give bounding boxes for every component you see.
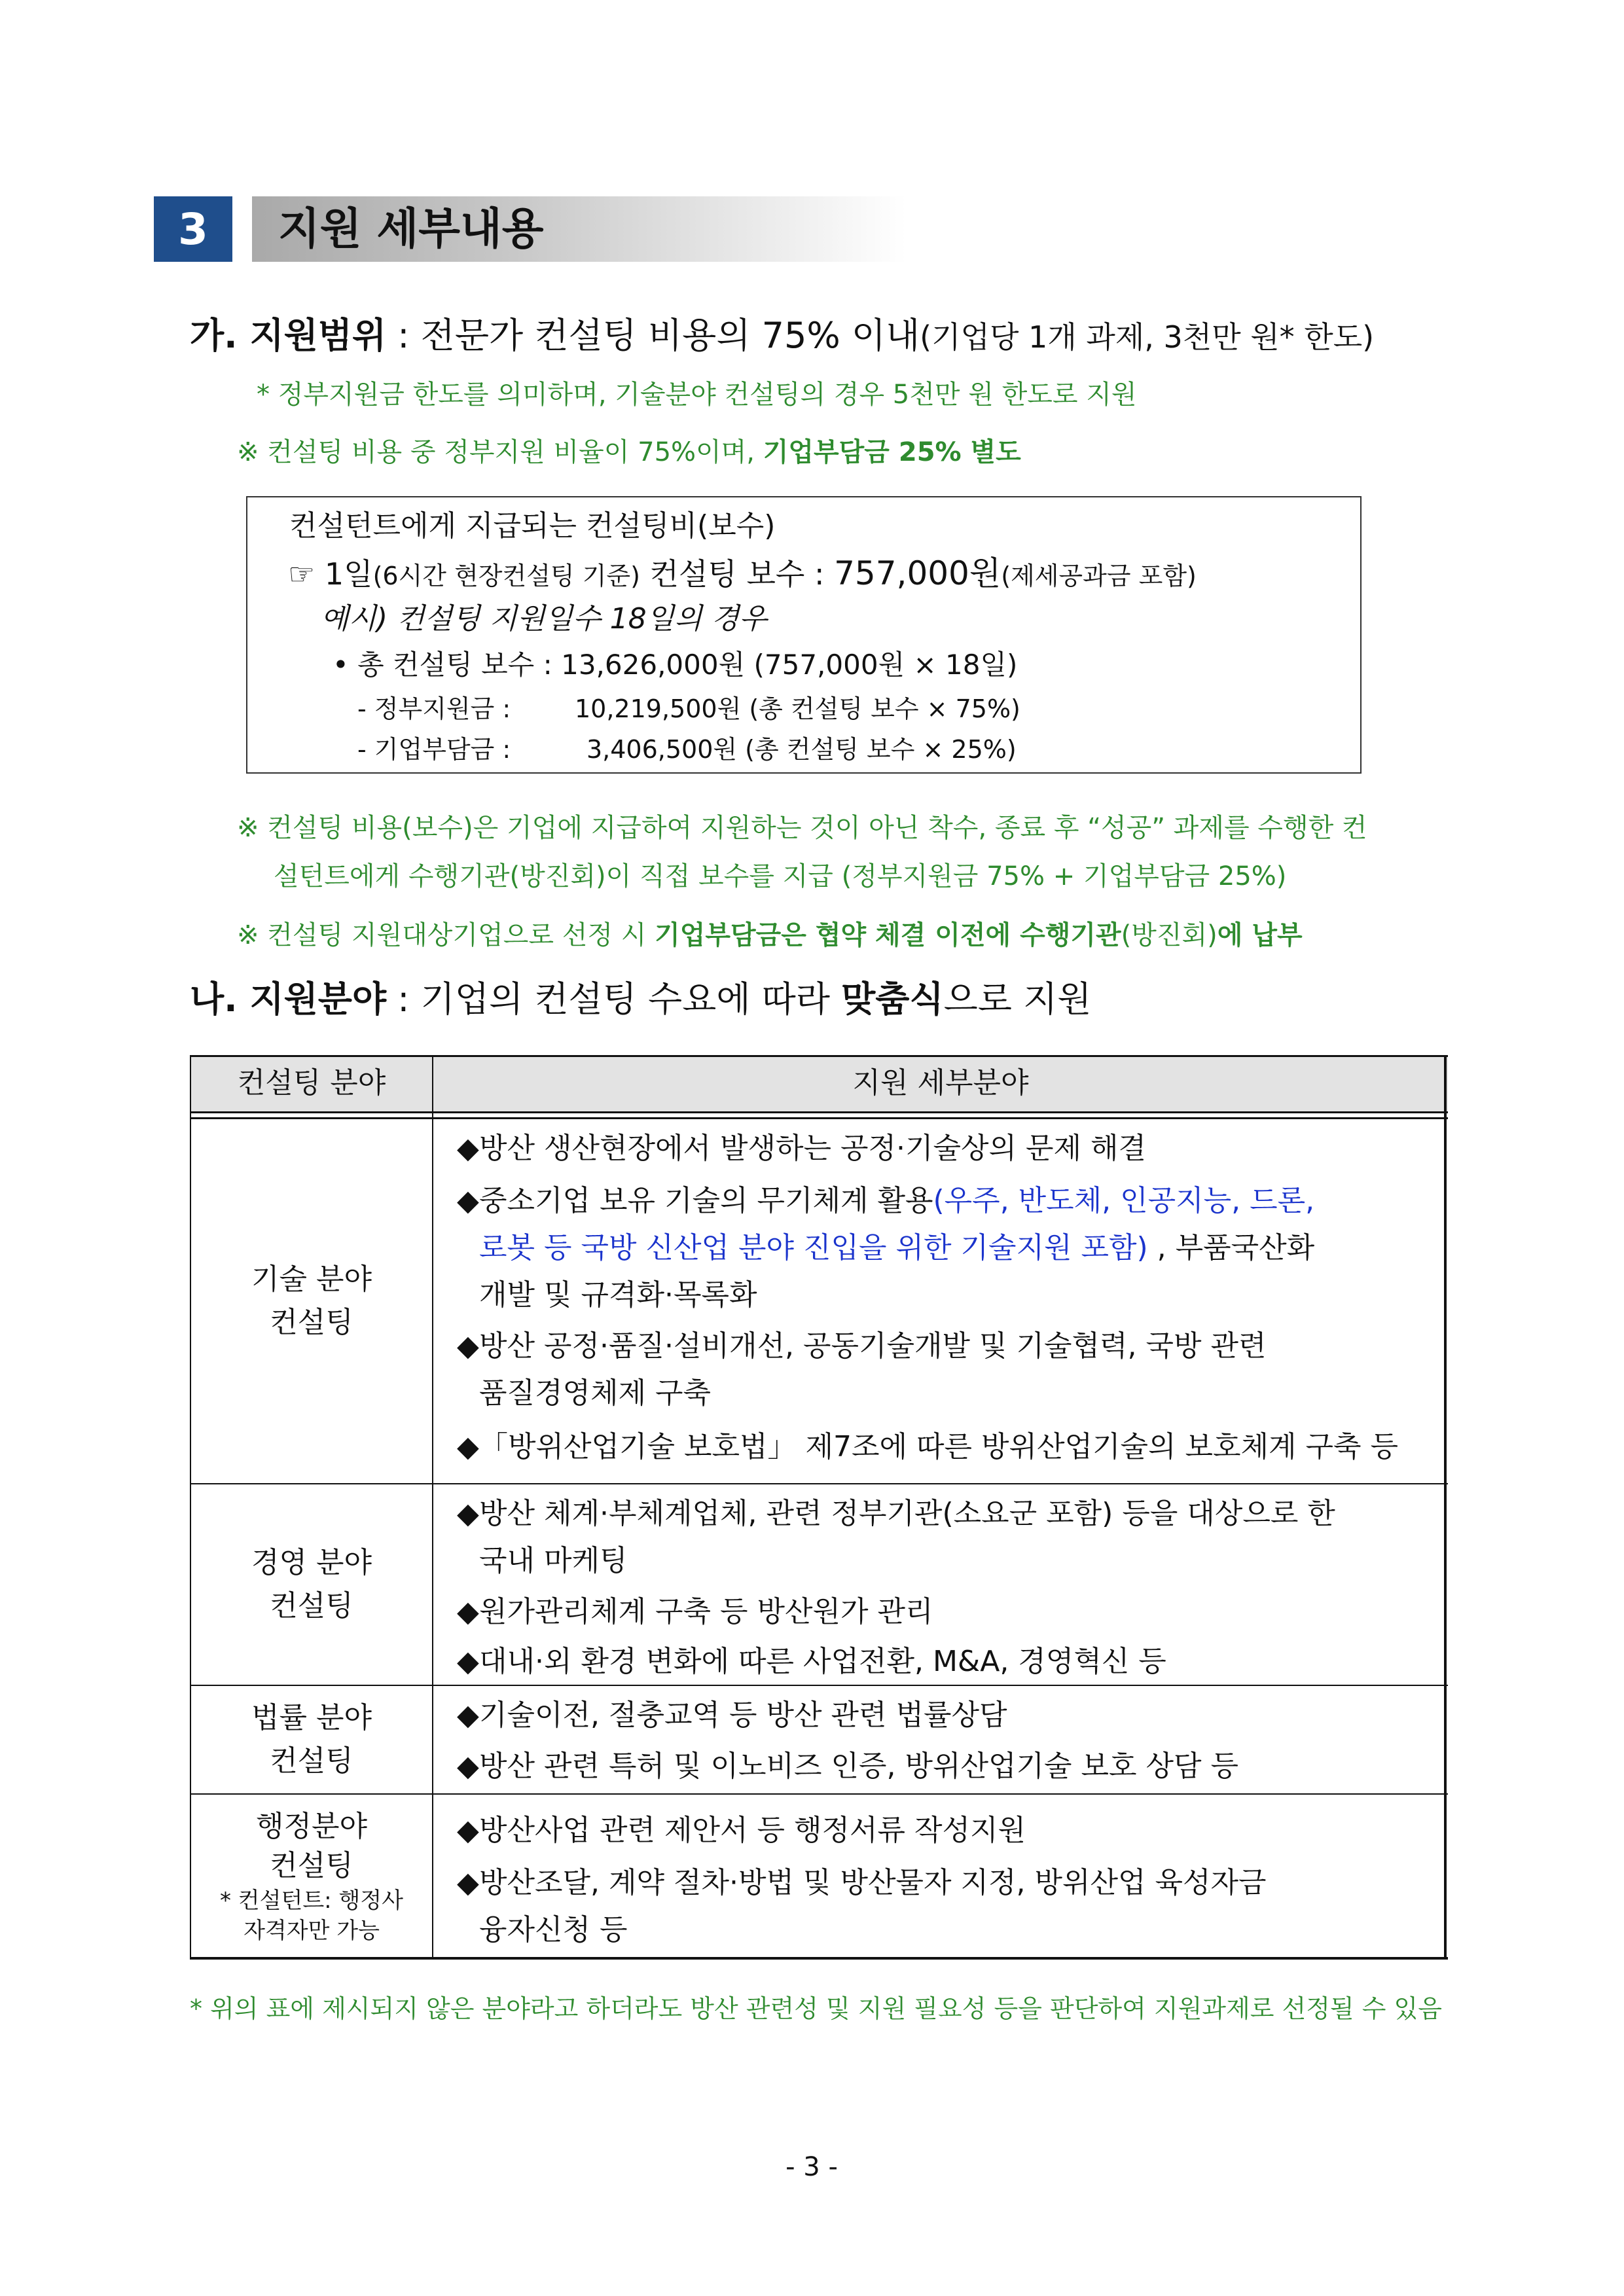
fee-gov-label: - 정부지원금 : [357,694,511,723]
scope-ratio-note [237,436,1021,469]
list-item [457,1809,1026,1852]
field-heading [190,977,1091,1022]
support-field-table [190,1055,1448,1961]
field-heading-text1: 기업의 컨설팅 수요에 따라 [420,978,842,1020]
fee-total: • 총 컨설팅 보수 : 13,626,000원 (757,000원 × 18일) [333,649,1018,681]
field-heading-bold: 맞춤식 [841,978,944,1020]
category-tech [190,1119,433,1483]
section-number-badge: 3 [154,196,232,262]
item-text: 방산 공정·품질·설비개선, 공동기술개발 및 기술협력, 국방 관련 [479,1329,1267,1363]
item-text: 기술이전, 절충교역 등 방산 관련 법률상담 [479,1698,1007,1732]
table-footnote: * 위의 표에 제시되지 않은 분야라고 하더라도 방산 관련성 및 지원 필요성 등을 판단하여 지원과제로 선정될 수 있음 [190,1994,1442,2023]
category-management-line2: 컨설팅 [270,1589,353,1623]
deposit-note [237,919,1303,952]
scope-ratio-text: ※ 컨설팅 비용 중 정부지원 비율이 75%이며, [237,437,763,467]
diamond-bullet-icon: ◆ [457,1866,479,1899]
field-heading-text2: 으로 지원 [943,978,1092,1020]
scope-ratio-bold: 기업부담금 25% 별도 [763,437,1021,467]
list-item [457,1426,1398,1469]
category-tech-line2: 컨설팅 [270,1306,353,1339]
scope-heading-text: 전문가 컨설팅 비용의 75% 이내 [420,315,920,356]
fee-rate-day: 1일 [324,556,373,592]
diamond-bullet-icon: ◆ [457,1329,479,1363]
list-item [457,1745,1238,1788]
diamond-bullet-icon: ◆ [457,1749,479,1783]
fee-rate-amount: 757,000원 [834,554,1001,592]
diamond-bullet-icon: ◆ [457,1698,479,1732]
list-item [457,1640,1166,1683]
item-text: 대내·외 환경 변화에 따른 사업전환, M&A, 경영혁신 등 [479,1645,1166,1678]
item-highlight: (우주, 반도체, 인공지능, 드론, [933,1184,1315,1217]
table-row-divider [190,1793,1448,1795]
fee-rate-label: 컨설팅 보수 : [640,556,835,592]
payment-note-line2: 설턴트에게 수행기관(방진회)이 직접 보수를 지급 (정부지원금 75% + 기업부담금 25%) [274,861,1287,891]
item-text: 방산사업 관련 제안서 등 행정서류 작성지원 [479,1814,1026,1847]
section-title: 지원 세부내용 [278,204,544,254]
fee-rate-basis: (6시간 현장컨설팅 기준) [372,562,640,590]
diamond-bullet-icon: ◆ [457,1497,479,1530]
table-border-top [190,1055,1448,1057]
scope-heading-prefix: 가. 지원범위 [190,315,387,356]
item-text: 방산 체계·부체계업체, 관련 정부기관(소요군 포함) 등을 대상으로 한 [479,1497,1335,1530]
item-text: 방산 관련 특허 및 이노비즈 인증, 방위산업기술 보호 상담 등 [479,1749,1238,1783]
deposit-note-mid: (방진회) [1121,920,1218,950]
consulting-fee-box [246,496,1362,774]
table-header-detail: 지원 세부분야 [852,1066,1029,1100]
list-item-continued: 품질경영체제 구축 [479,1376,712,1410]
fee-corp-value: 3,406,500원 (총 컨설팅 보수 × 25%) [586,735,1017,764]
list-item [457,1179,1314,1223]
list-item [457,1590,933,1634]
category-legal-line1: 법률 분야 [251,1701,372,1734]
scope-heading-limit: (기업당 1개 과제, 3천만 원* 한도) [920,319,1375,355]
category-admin-line1: 행정분야 [255,1810,367,1843]
fee-box-title: 컨설턴트에게 지급되는 컨설팅비(보수) [289,509,776,543]
list-item-continued [479,1227,1314,1270]
list-item [457,1325,1266,1368]
scope-heading [190,313,1374,360]
list-item-continued: 개발 및 규격화·목록화 [479,1278,757,1312]
scope-heading-colon: : [386,315,421,356]
category-tech-line1: 기술 분야 [251,1263,372,1296]
item-text: 방산 생산현장에서 발생하는 공정·기술상의 문제 해결 [479,1132,1147,1165]
table-border-bottom [190,1957,1448,1960]
diamond-bullet-icon: ◆ [457,1184,479,1217]
diamond-bullet-icon: ◆ [457,1814,479,1847]
deposit-note-text: ※ 컨설팅 지원대상기업으로 선정 시 [237,920,655,950]
fee-rate-line [288,552,1197,597]
category-management [190,1484,433,1685]
field-heading-prefix: 나. 지원분야 [190,978,387,1020]
item-text: 중소기업 보유 기술의 무기체계 활용 [479,1184,933,1217]
list-item-continued: 융자신청 등 [479,1913,628,1946]
table-border-header [190,1111,1448,1113]
deposit-note-bold2: 에 납부 [1217,920,1303,950]
fee-corp-label: - 기업부담금 : [357,735,511,764]
category-management-line1: 경영 분야 [251,1546,372,1579]
scope-limit-note: * 정부지원금 한도를 의미하며, 기술분야 컨설팅의 경우 5천만 원 한도로 지원 [257,380,1137,410]
list-item [457,1861,1266,1905]
diamond-bullet-icon: ◆ [457,1132,479,1165]
item-text: , 부품국산화 [1147,1231,1315,1265]
item-text: 원가관리체계 구축 등 방산원가 관리 [479,1595,933,1628]
list-item-continued: 국내 마케팅 [479,1544,628,1577]
item-text: 방산조달, 계약 절차·방법 및 방산물자 지정, 방위산업 육성자금 [479,1866,1267,1899]
fee-rate-tax: (제세공과금 포함) [1001,562,1197,590]
field-heading-colon: : [386,978,421,1020]
fee-gov-value: 10,219,500원 (총 컨설팅 보수 × 75%) [575,694,1020,723]
diamond-bullet-icon: ◆ [457,1430,479,1463]
list-item [457,1127,1146,1170]
category-admin [190,1796,433,1957]
item-highlight: 로봇 등 국방 신산업 분야 진입을 위한 기술지원 포함) [479,1231,1148,1265]
list-item [457,1492,1335,1535]
deposit-note-bold1: 기업부담금은 협약 체결 이전에 수행기관 [655,920,1121,950]
item-text: 「방위산업기술 보호법」 제7조에 따른 방위산업기술의 보호체계 구축 등 [479,1430,1399,1463]
category-admin-note1: * 컨설턴트: 행정사 [220,1888,403,1914]
page-number: - 3 - [785,2152,838,2182]
diamond-bullet-icon: ◆ [457,1645,479,1678]
table-header-category: 컨설팅 분야 [237,1066,386,1100]
diamond-bullet-icon: ◆ [457,1595,479,1628]
category-legal-line2: 컨설팅 [270,1744,353,1778]
category-legal [190,1686,433,1793]
table-border-right [1444,1055,1447,1960]
pointer-icon: ☞ [288,556,316,592]
list-item [457,1694,1007,1737]
category-admin-note2: 자격자만 가능 [244,1918,380,1944]
payment-note-line1: ※ 컨설팅 비용(보수)은 기업에 지급하여 지원하는 것이 아닌 착수, 종료 후 “성공” 과제를 수행한 컨 [237,813,1367,843]
category-admin-line2: 컨설팅 [270,1849,353,1882]
fee-example-title: 예시) 컨설팅 지원일수 18일의 경우 [321,602,767,636]
